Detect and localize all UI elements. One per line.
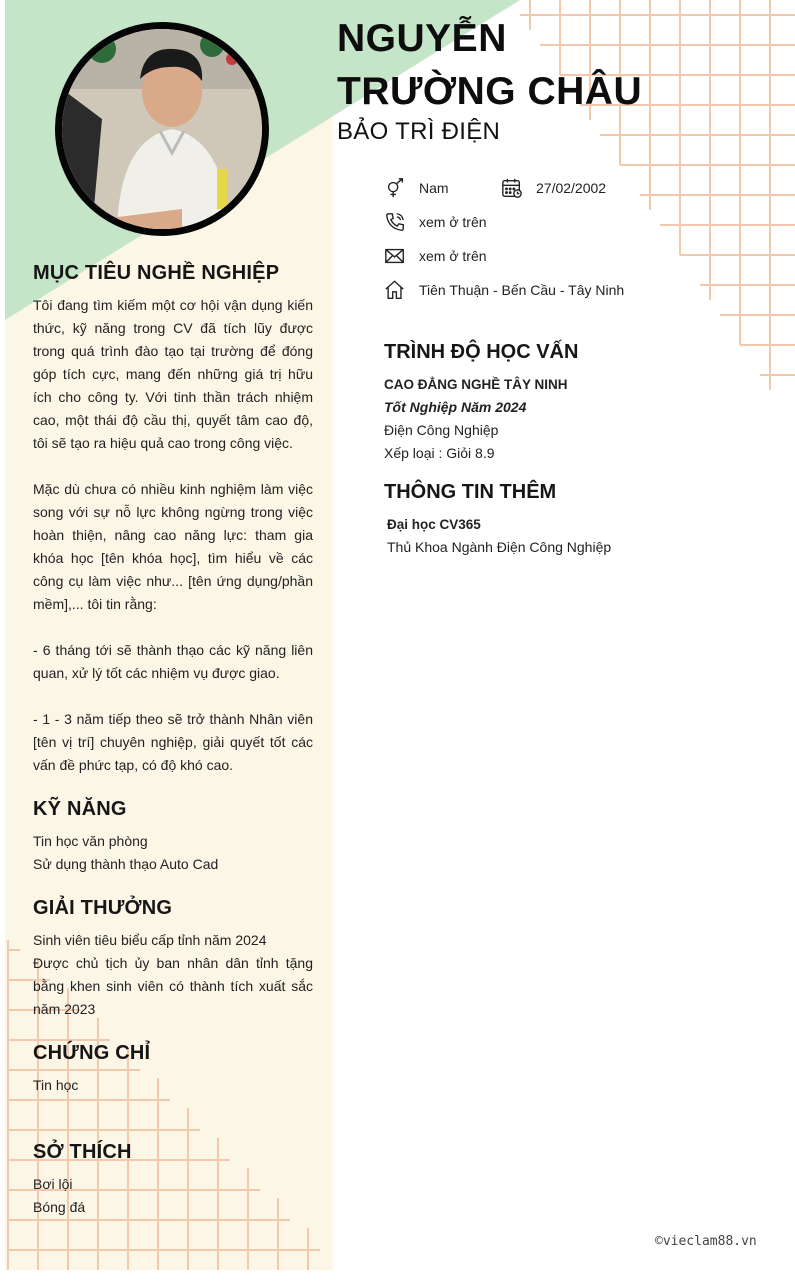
objective-title: MỤC TIÊU NGHỀ NGHIỆP xyxy=(33,262,280,284)
awards-title: GIẢI THƯỞNG xyxy=(33,897,173,919)
additional-detail: Thủ Khoa Ngành Điện Công Nghiệp xyxy=(387,539,612,555)
sidebar xyxy=(33,0,313,1285)
phone-icon xyxy=(384,211,406,233)
additional-block xyxy=(387,513,611,559)
address-value: Tiên Thuận - Bến Cầu - Tây Ninh xyxy=(419,282,625,298)
school-name: CAO ĐẲNG NGHỀ TÂY NINH xyxy=(384,377,568,392)
email-value: xem ở trên xyxy=(419,248,487,264)
calendar-icon xyxy=(501,177,523,199)
hobbies-list xyxy=(33,1173,313,1219)
skills-title: KỸ NĂNG xyxy=(33,798,127,820)
candidate-name: NGUYỄN TRƯỜNG CHÂU xyxy=(337,17,643,113)
additional-title: THÔNG TIN THÊM xyxy=(384,481,557,503)
gender-value: Nam xyxy=(419,180,449,196)
profile-photo xyxy=(62,29,262,229)
list-item: Tin học xyxy=(33,1077,79,1093)
phone-value: xem ở trên xyxy=(419,214,487,230)
major: Điện Công Nghiệp xyxy=(384,422,499,438)
mail-icon xyxy=(384,245,406,267)
birthday-value: 27/02/2002 xyxy=(536,180,607,196)
job-title: BẢO TRÌ ĐIỆN xyxy=(337,118,501,145)
certificates-title: CHỨNG CHỈ xyxy=(33,1042,151,1064)
list-item: Bơi lội xyxy=(33,1176,73,1192)
objective-paragraph: - 1 - 3 năm tiếp theo sẽ trở thành Nhân viên [tên vị trí] chuyên nghiệp, giải quyết tốt các vấn đề phức tạp, có độ khó cao. xyxy=(33,711,313,773)
certificates-list xyxy=(33,1074,313,1097)
birthday-row xyxy=(501,176,606,200)
objective-text xyxy=(33,294,313,777)
email-row xyxy=(384,244,487,268)
graduation-year: Tốt Nghiệp Năm 2024 xyxy=(384,399,527,415)
home-icon xyxy=(384,279,406,301)
rank: Xếp loại : Giỏi 8.9 xyxy=(384,445,495,461)
objective-paragraph: Tôi đang tìm kiếm một cơ hội vận dụng kiến thức, kỹ năng trong CV đã tích lũy được trong quá trình đào tạo tại trường để đóng góp tích cực, mang đến những giá trị hữu ích cho công ty. Với tinh thần trách nhiệm cao, một thái độ cầu thị, quyết tâm cao độ, tôi sẽ tạo ra hiệu quả cao trong công việc. xyxy=(33,297,313,451)
avatar xyxy=(55,22,269,236)
skills-list xyxy=(33,830,313,876)
list-item: Bóng đá xyxy=(33,1199,86,1215)
phone-row xyxy=(384,210,487,234)
address-row xyxy=(384,278,624,302)
gender-row xyxy=(384,176,449,200)
awards-list xyxy=(33,929,313,1021)
objective-paragraph: Mặc dù chưa có nhiều kinh nghiệm làm việc song với sự nỗ lực không ngừng trong việc hoàn thiện, nâng cao năng lực: tham gia khóa học [tên khóa học], tìm hiểu về các công cụ làm việc như... [tên ứng dụng/phần mềm],... tôi tin rằng: xyxy=(33,481,313,612)
list-item: Sử dụng thành thạo Auto Cad xyxy=(33,856,219,872)
gender-icon xyxy=(384,177,406,199)
education-title: TRÌNH ĐỘ HỌC VẤN xyxy=(384,341,579,363)
list-item: Được chủ tịch ủy ban nhân dân tỉnh tặng bằng khen sinh viên có thành tích xuất sắc năm 2023 xyxy=(33,955,313,1017)
list-item: Sinh viên tiêu biểu cấp tỉnh năm 2024 xyxy=(33,932,267,948)
hobbies-title: SỞ THÍCH xyxy=(33,1141,132,1163)
additional-org: Đại học CV365 xyxy=(387,517,481,532)
objective-paragraph: - 6 tháng tới sẽ thành thạo các kỹ năng liên quan, xử lý tốt các nhiệm vụ được giao. xyxy=(33,642,313,681)
footer-watermark: ©vieclam88.vn xyxy=(655,1234,757,1249)
education-block xyxy=(384,373,568,465)
list-item: Tin học văn phòng xyxy=(33,833,148,849)
